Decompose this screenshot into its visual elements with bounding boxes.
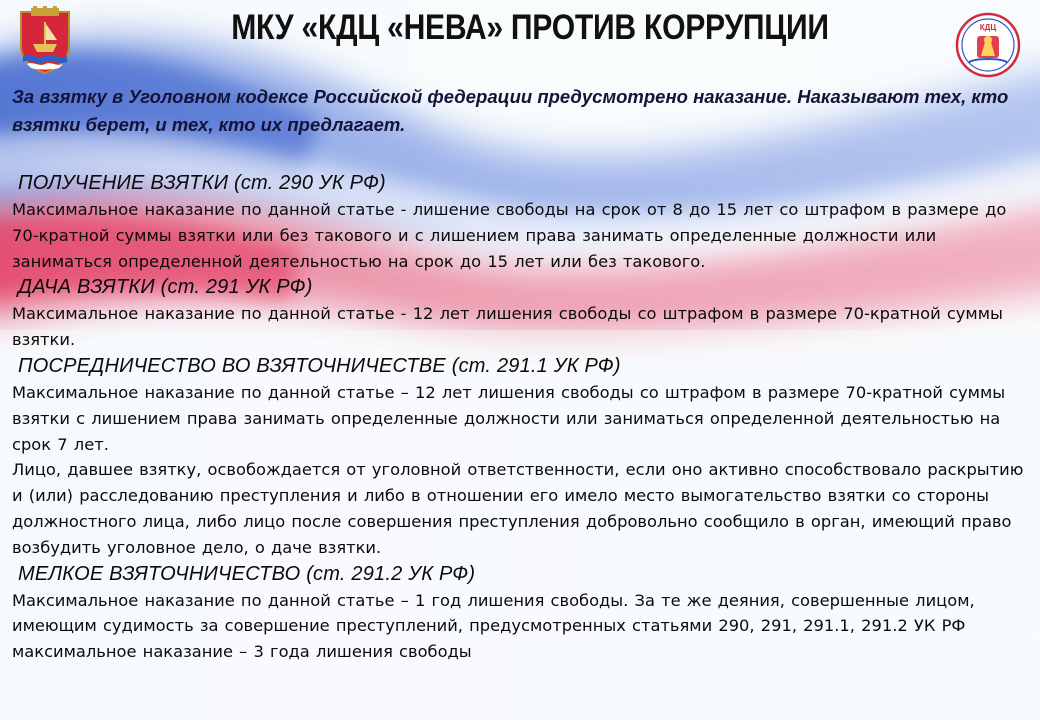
section-paragraph: Лицо, давшее взятку, освобождается от уголовной ответственности, если оно активно способствовало раскрытию и (или) расследованию преступления и либо в отношении его имело место вымогательство взятки со стороны должностного лица, либо лицо после совершения преступления добровольно сообщило в орган, имеющий право возбудить уголовное дело, о даче взятки. xyxy=(12,460,1024,557)
section xyxy=(12,274,1027,353)
coat-of-arms-icon xyxy=(17,6,73,74)
intro-text: За взятку в Уголовном кодексе Российской федерации предусмотрено наказание. Наказывают тех, кто взятки берет, и тех, кто их предлагает. xyxy=(12,86,1009,135)
section-title: ПОЛУЧЕНИЕ ВЗЯТКИ (ст. 290 УК РФ) xyxy=(18,172,386,194)
page-title: МКУ «КДЦ «НЕВА» ПРОТИВ КОРРУПЦИИ xyxy=(231,8,829,47)
section-paragraph: Максимальное наказание по данной статье – 12 лет лишения свободы со штрафом в размере 70-кратной суммы взятки с лишением права занимать определенные должности или заниматься определенной деятельностью на срок 7 лет. xyxy=(12,382,1006,454)
section-paragraph: Максимальное наказание по данной статье - лишение свободы на срок от 8 до 15 лет со штрафом в размере до 70-кратной суммы взятки или без такового и с лишением права занимать определенные должности или заниматься определенной деятельностью на срок до 15 лет или без такового. xyxy=(12,200,1007,271)
section xyxy=(12,561,1027,665)
kdc-neva-logo-icon xyxy=(955,12,1021,78)
section-paragraph: Максимальное наказание по данной статье – 1 год лишения свободы. За те же деяния, совершенные лицом, имеющим судимость за совершение преступлений, предусмотренных статьями 290, 291, 291.1, 291.2 УК РФ максимальное наказание – 3 года лишения свободы xyxy=(12,590,975,662)
section-title: МЕЛКОЕ ВЗЯТОЧНИЧЕСТВО (ст. 291.2 УК РФ) xyxy=(18,562,476,585)
section-title: ДАЧА ВЗЯТКИ (ст. 291 УК РФ) xyxy=(18,276,313,299)
section xyxy=(12,170,1027,274)
sections-list xyxy=(12,170,1027,665)
section-title: ПОСРЕДНИЧЕСТВО ВО ВЗЯТОЧНИЧЕСТВЕ (ст. 291.1 УК РФ) xyxy=(18,354,621,377)
section xyxy=(12,353,1027,561)
logo-text: КДЦ xyxy=(979,23,997,32)
section-paragraph: Максимальное наказание по данной статье - 12 лет лишения свободы со штрафом в размере 70-кратной суммы взятки. xyxy=(12,304,1003,350)
